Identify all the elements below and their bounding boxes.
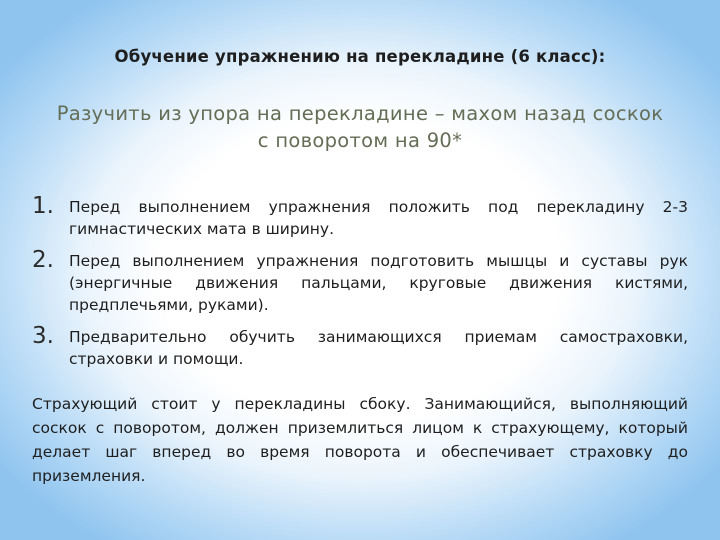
list-item-number: 3. xyxy=(32,323,54,349)
list-item-text: Перед выполнением упражнения положить под перекладину 2-3 гимнастических мата в ширину. xyxy=(69,198,688,238)
body-paragraph: Страхующий стоит у перекладины сбоку. Занимающийся, выполняющий соскок с поворотом, должен приземлиться лицом к страхующему, который делает шаг вперед во время поворота и обеспечивает страховку до приземления. xyxy=(32,395,688,485)
list-item xyxy=(32,193,688,240)
list-item xyxy=(32,323,688,370)
numbered-list xyxy=(32,193,688,370)
slide-subtitle xyxy=(20,100,700,154)
subtitle-line-1: Разучить из упора на перекладине – махом назад соскок xyxy=(56,102,664,125)
list-item-text: Предварительно обучить занимающихся приемам самостраховки, страховки и помощи. xyxy=(69,328,688,368)
list-item-number: 1. xyxy=(32,193,54,219)
list-item-text: Перед выполнением упражнения подготовить мышцы и суставы рук (энергичные движения пальцами, круговые движения кистями, предплечьями, руками). xyxy=(69,252,688,314)
list-item-number: 2. xyxy=(32,247,54,273)
slide-title: Обучение упражнению на перекладине (6 класс): xyxy=(114,47,606,66)
list-item xyxy=(32,247,688,316)
subtitle-line-2: с поворотом на 90* xyxy=(257,129,463,152)
